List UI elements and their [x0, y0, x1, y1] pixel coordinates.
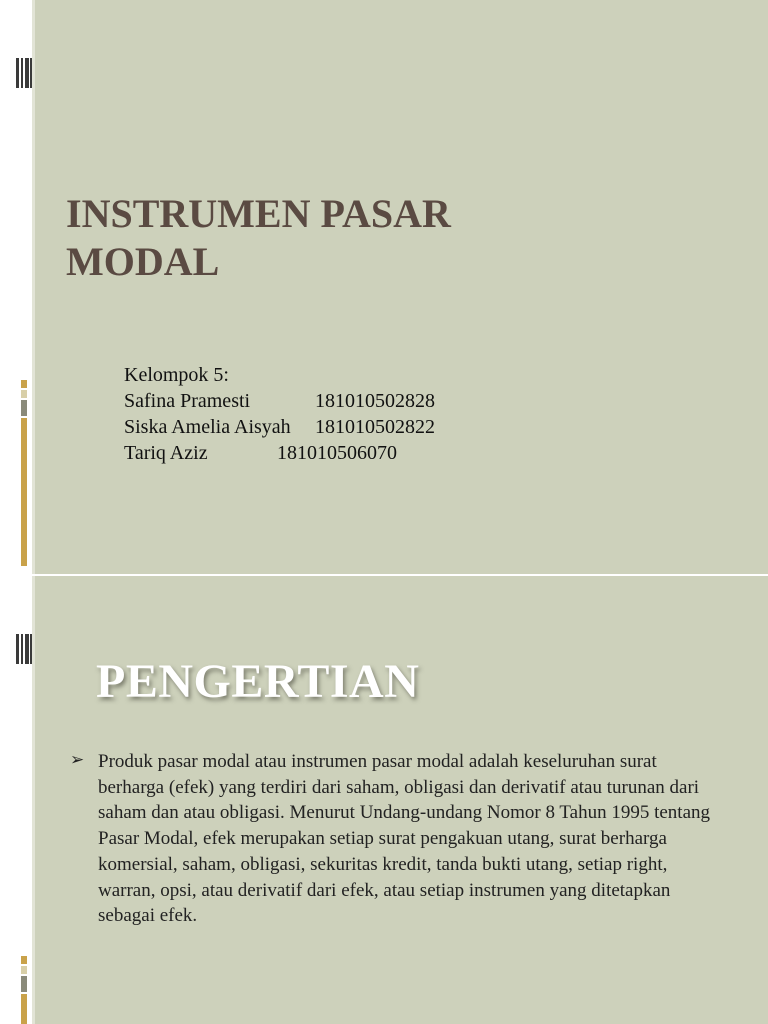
panel-edge: [32, 576, 35, 1024]
member-nim: 181010502828: [315, 390, 435, 412]
slide-title-heading: INSTRUMEN PASAR MODAL: [66, 191, 451, 284]
member-nim: 181010506070: [277, 442, 397, 464]
bullet-text: Produk pasar modal atau instrumen pasar modal adalah keseluruhan surat berharga (efek) yang terdiri dari saham, obligasi dan derivatif atau turunan dari saham dan atau obligasi. Menurut Undang-undang Nomor 8 Tahun 1995 tentang Pasar Modal, efek merupakan setiap surat pengakuan utang, surat berharga komersial, saham, obligasi, sekuritas kredit, tanda bukti utang, setiap right, warran, opsi, atau derivatif dari efek, atau setiap instrumen yang ditetapkan sebagai efek.: [98, 751, 710, 927]
group-info: [124, 362, 435, 466]
slide-panel: [32, 0, 768, 574]
barcode-mark-icon: [16, 58, 32, 88]
member-nim: 181010502822: [315, 416, 435, 438]
member-row: [124, 414, 435, 440]
accent-stripe: [21, 956, 27, 1024]
group-label: Kelompok 5:: [124, 364, 229, 386]
section-heading: PENGERTIAN: [96, 655, 420, 708]
panel-edge: [32, 0, 35, 574]
member-name: Tariq Aziz: [124, 442, 208, 464]
arrow-bullet-icon: ➢: [70, 750, 85, 769]
member-row: [124, 440, 397, 466]
member-name: Siska Amelia Aisyah: [124, 416, 291, 438]
member-name: Safina Pramesti: [124, 390, 251, 412]
accent-stripe: [21, 380, 27, 566]
barcode-mark-icon: [16, 634, 32, 664]
member-row: [124, 388, 435, 414]
